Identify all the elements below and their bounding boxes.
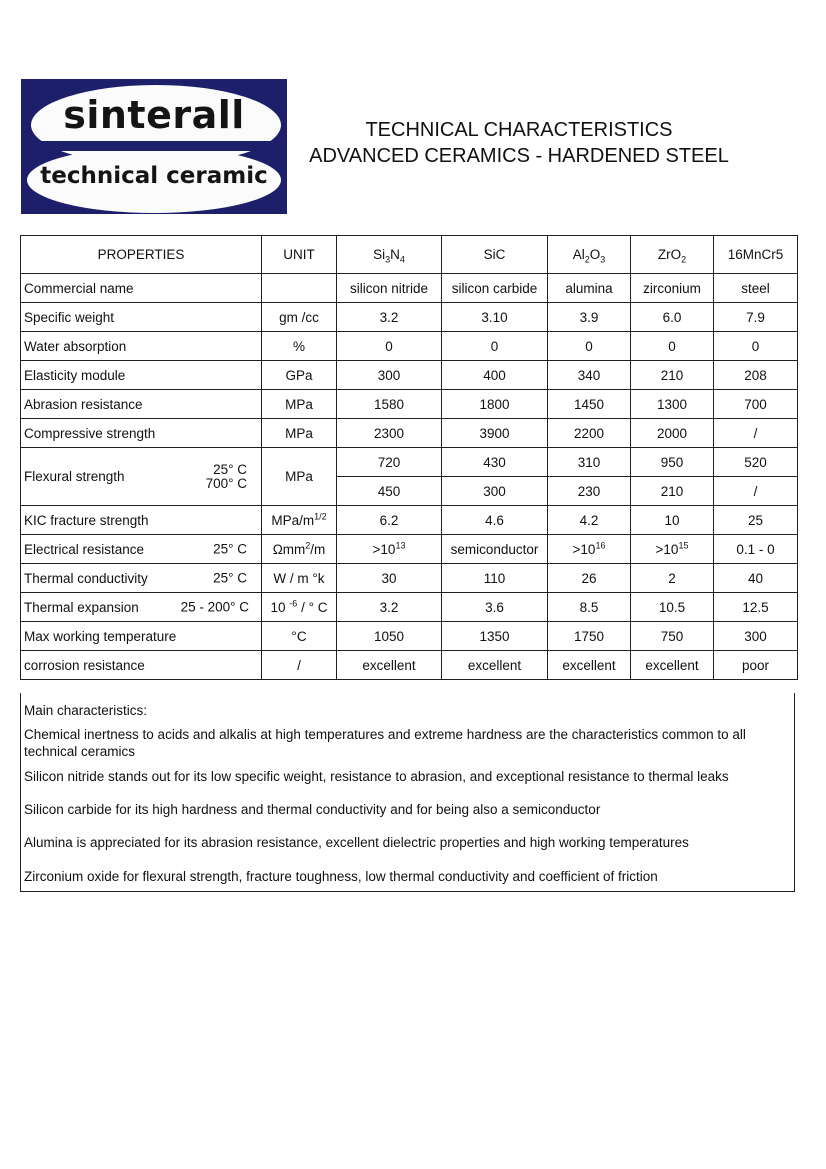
row-electrical-resistance (21, 535, 798, 564)
value-cell: 0 (442, 332, 548, 361)
note-item: Silicon carbide for its high hardness and thermal conductivity and for being also a semiconductor (24, 802, 601, 817)
value-cell: alumina (548, 274, 631, 303)
value-cell: 430 (442, 448, 548, 477)
row-thermal-conductivity (21, 564, 798, 593)
title-line-1: TECHNICAL CHARACTERISTICS (365, 119, 673, 141)
value-cell: 2300 (337, 419, 442, 448)
header-unit: UNIT (262, 236, 337, 274)
row-label-electrical (21, 535, 262, 564)
condition-25c: 25° C (213, 570, 247, 586)
row-label: Specific weight (21, 303, 262, 332)
value-cell: 30 (337, 564, 442, 593)
row-flexural-strength-25c (21, 448, 798, 477)
value-cell: silicon nitride (337, 274, 442, 303)
row-corrosion-resistance (21, 651, 798, 680)
sinterall-logo (21, 79, 287, 214)
row-label: Electrical resistance (24, 541, 145, 557)
value-cell: 0 (714, 332, 798, 361)
row-label-thermal-conductivity (21, 564, 262, 593)
condition-25c: 25° C (213, 541, 247, 557)
row-label: Flexural strength (24, 469, 125, 484)
unit-cell (262, 274, 337, 303)
value-cell: 12.5 (714, 593, 798, 622)
logo-divider-band (21, 141, 287, 151)
value-cell: 700 (714, 390, 798, 419)
value-cell: excellent (442, 651, 548, 680)
value-cell: 3.9 (548, 303, 631, 332)
row-label-thermal-expansion (21, 593, 262, 622)
row-thermal-expansion (21, 593, 798, 622)
value-cell: 210 (631, 477, 714, 506)
unit-cell: °C (262, 622, 337, 651)
value-cell: / (714, 419, 798, 448)
value-cell: 1300 (631, 390, 714, 419)
note-item: Chemical inertness to acids and alkalis at high temperatures and extreme hardness are the characteristics common to all technical ceramics (24, 727, 746, 759)
value-cell: 3.2 (337, 593, 442, 622)
header-si3n4: $Si_3N_4$ (337, 236, 442, 274)
value-cell: 3900 (442, 419, 548, 448)
properties-table (20, 235, 798, 680)
unit-cell: MPa (262, 390, 337, 419)
value-cell: 25 (714, 506, 798, 535)
value-cell: 4.2 (548, 506, 631, 535)
row-label: Water absorption (21, 332, 262, 361)
value-cell: 7.9 (714, 303, 798, 332)
value-cell: 10.5 (631, 593, 714, 622)
value-cell: 0 (337, 332, 442, 361)
value-cell: 0 (548, 332, 631, 361)
value-cell: $>10^{16}$ (548, 535, 631, 564)
row-abrasion-resistance (21, 390, 798, 419)
value-cell: $>10^{13}$ (337, 535, 442, 564)
row-label: Elasticity module (21, 361, 262, 390)
row-water-absorption (21, 332, 798, 361)
unit-cell: 10 $^{-6}$ / ° C (262, 593, 337, 622)
header-16mncr5: 16MnCr5 (714, 236, 798, 274)
note-item: Zirconium oxide for flexural strength, fracture toughness, low thermal conductivity and coefficient of friction (24, 869, 658, 884)
row-label-flexural (21, 448, 262, 506)
value-cell: 210 (631, 361, 714, 390)
value-cell: 1800 (442, 390, 548, 419)
value-cell: excellent (631, 651, 714, 680)
value-cell: 6.0 (631, 303, 714, 332)
value-cell: 0.1 - 0 (714, 535, 798, 564)
value-cell: 208 (714, 361, 798, 390)
value-cell: 8.5 (548, 593, 631, 622)
value-cell: 520 (714, 448, 798, 477)
unit-cell: W / m °k (262, 564, 337, 593)
condition-700c: 700° C (205, 476, 247, 491)
header-properties: PROPERTIES (21, 236, 262, 274)
value-cell: 720 (337, 448, 442, 477)
value-cell: $>10^{15}$ (631, 535, 714, 564)
value-cell: 0 (631, 332, 714, 361)
header-al2o3: $Al_2O_3$ (548, 236, 631, 274)
value-cell: 6.2 (337, 506, 442, 535)
value-cell: 2200 (548, 419, 631, 448)
value-cell: 2000 (631, 419, 714, 448)
value-cell: zirconium (631, 274, 714, 303)
value-cell: 310 (548, 448, 631, 477)
unit-cell: gm /cc (262, 303, 337, 332)
unit-cell: Ωmm$^2$/m (262, 535, 337, 564)
title-line-2: ADVANCED CERAMICS - HARDENED STEEL (309, 145, 729, 167)
main-characteristics-box (20, 693, 795, 892)
row-kic-fracture-strength (21, 506, 798, 535)
value-cell: 26 (548, 564, 631, 593)
value-cell: excellent (548, 651, 631, 680)
row-label: Compressive strength (21, 419, 262, 448)
unit-cell: GPa (262, 361, 337, 390)
unit-cell: MPa (262, 448, 337, 506)
note-item: Silicon nitride stands out for its low specific weight, resistance to abrasion, and exceptional resistance to thermal leaks (24, 769, 729, 784)
value-cell: 4.6 (442, 506, 548, 535)
logo-wordmark: sinterall (63, 93, 245, 137)
value-cell: 2 (631, 564, 714, 593)
unit-cell: MPa (262, 419, 337, 448)
table-header-row (21, 236, 798, 274)
value-cell: 1450 (548, 390, 631, 419)
value-cell: 750 (631, 622, 714, 651)
value-cell: 40 (714, 564, 798, 593)
value-cell: semiconductor (442, 535, 548, 564)
condition-25-200c: 25 - 200° C (180, 599, 249, 615)
row-specific-weight (21, 303, 798, 332)
condition-25c: 25° C (213, 462, 247, 477)
row-label: corrosion resistance (21, 651, 262, 680)
unit-cell: MPa/$m^{1/2}$ (262, 506, 337, 535)
unit-cell: % (262, 332, 337, 361)
value-cell: 1350 (442, 622, 548, 651)
value-cell: 300 (714, 622, 798, 651)
header-zro2: ZrO$_2$ (631, 236, 714, 274)
value-cell: 340 (548, 361, 631, 390)
value-cell: 950 (631, 448, 714, 477)
value-cell: excellent (337, 651, 442, 680)
row-elasticity-module (21, 361, 798, 390)
value-cell: 400 (442, 361, 548, 390)
value-cell: 110 (442, 564, 548, 593)
row-label: Commercial name (21, 274, 262, 303)
value-cell: 3.6 (442, 593, 548, 622)
value-cell: 230 (548, 477, 631, 506)
value-cell: poor (714, 651, 798, 680)
row-compressive-strength (21, 419, 798, 448)
notes-heading: Main characteristics: (24, 703, 148, 718)
row-max-working-temperature (21, 622, 798, 651)
row-label: Max working temperature (21, 622, 262, 651)
row-label: Thermal conductivity (24, 570, 148, 586)
value-cell: 10 (631, 506, 714, 535)
header-sic: SiC (442, 236, 548, 274)
value-cell: 300 (442, 477, 548, 506)
value-cell: 3.10 (442, 303, 548, 332)
value-cell: 300 (337, 361, 442, 390)
row-label: Thermal expansion (24, 599, 139, 615)
row-label: KIC fracture strength (21, 506, 262, 535)
value-cell: 1750 (548, 622, 631, 651)
value-cell: steel (714, 274, 798, 303)
value-cell: 3.2 (337, 303, 442, 332)
value-cell: 1580 (337, 390, 442, 419)
value-cell: 450 (337, 477, 442, 506)
row-label: Abrasion resistance (21, 390, 262, 419)
note-item: Alumina is appreciated for its abrasion resistance, excellent dielectric properties and high working temperatures (24, 835, 689, 850)
logo-tagline: technical ceramic (40, 163, 268, 189)
document-title (296, 117, 742, 169)
value-cell: 1050 (337, 622, 442, 651)
value-cell: silicon carbide (442, 274, 548, 303)
row-commercial-name (21, 274, 798, 303)
value-cell: / (714, 477, 798, 506)
unit-cell: / (262, 651, 337, 680)
